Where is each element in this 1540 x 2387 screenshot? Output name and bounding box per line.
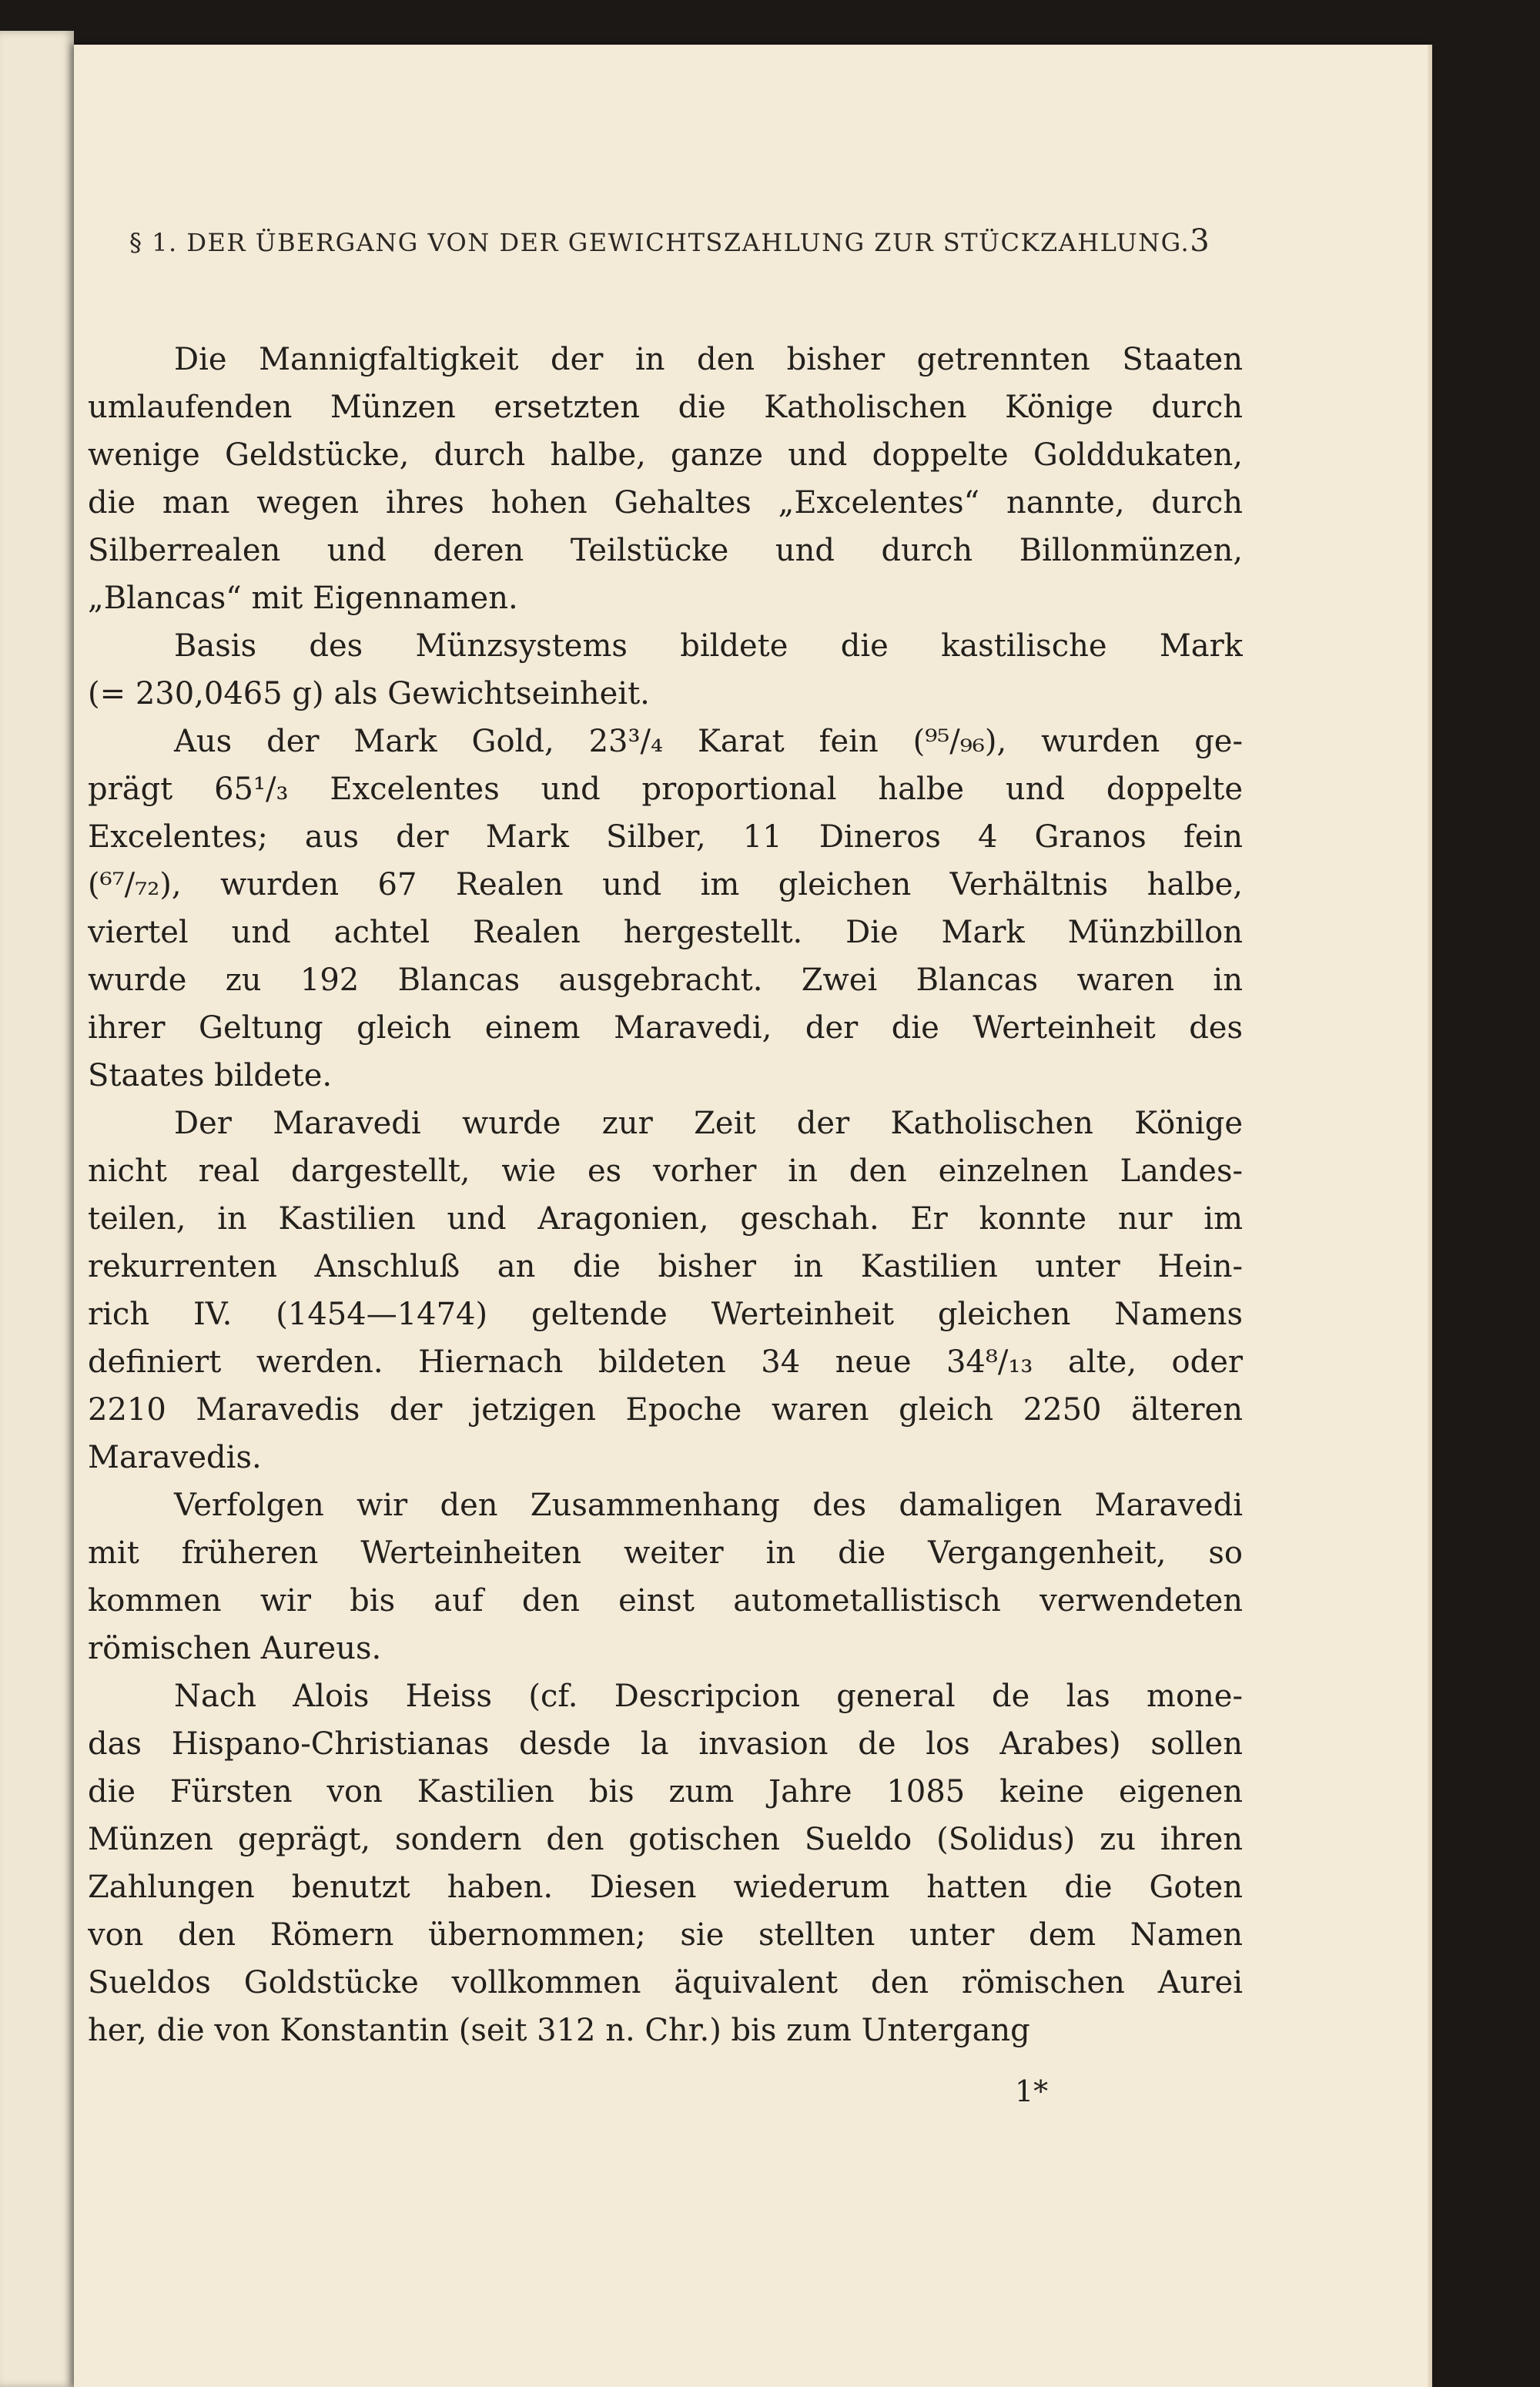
paragraph xyxy=(88,336,1243,622)
text-line: wenige Geldstücke, durch halbe, ganze und doppelte Golddukaten, xyxy=(88,437,1243,473)
text-line: rich IV. (1454—1474) geltende Werteinheit gleichen Namens xyxy=(88,1297,1243,1332)
text-line: mit früheren Werteinheiten weiter in die Vergangenheit, so xyxy=(88,1535,1243,1571)
text-line: Sueldos Goldstücke vollkommen äquivalent den römischen Aurei xyxy=(88,1965,1243,2000)
text-line: Die Mannigfaltigkeit der in den bisher getrennten Staaten xyxy=(174,342,1243,377)
paragraph xyxy=(88,1481,1243,1672)
text-line: Basis des Münzsystems bildete die kastilische Mark xyxy=(174,628,1243,664)
text-line: (⁶⁷/₇₂), wurden 67 Realen und im gleichen Verhältnis halbe, xyxy=(88,867,1243,902)
text-line: das Hispano-Christianas desde la invasion de los Arabes) sollen xyxy=(88,1726,1243,1762)
running-title: § 1. DER ÜBERGANG VON DER GEWICHTSZAHLUNG ZUR STÜCKZAHLUNG. xyxy=(129,228,1190,257)
text-line: ihrer Geltung gleich einem Maravedi, der die Werteinheit des xyxy=(88,1010,1243,1046)
text-line: (= 230,0465 g) als Gewichtseinheit. xyxy=(88,676,650,711)
text-line: Staates bildete. xyxy=(88,1058,333,1093)
text-line: die Fürsten von Kastilien bis zum Jahre 1085 keine eigenen xyxy=(88,1774,1243,1810)
text-line: umlaufenden Münzen ersetzten die Katholischen Könige durch xyxy=(88,390,1243,425)
text-line: Maravedis. xyxy=(88,1440,262,1475)
text-line: Nach Alois Heiss (cf. Descripcion general de las mone- xyxy=(174,1679,1243,1714)
text-line: Aus der Mark Gold, 23³/₄ Karat fein (⁹⁵/₉₆), wurden ge- xyxy=(174,724,1243,759)
text-line: kommen wir bis auf den einst autometallistisch verwendeten xyxy=(88,1583,1243,1619)
paragraph xyxy=(88,718,1243,1100)
body-text xyxy=(88,336,1243,2054)
paragraph xyxy=(88,622,1243,718)
text-line: Münzen geprägt, sondern den gotischen Sueldo (Solidus) zu ihren xyxy=(88,1822,1243,1857)
paragraph xyxy=(88,1672,1243,2054)
text-line: teilen, in Kastilien und Aragonien, geschah. Er konnte nur im xyxy=(88,1201,1243,1237)
text-line: definiert werden. Hiernach bildeten 34 neue 34⁸/₁₃ alte, oder xyxy=(88,1344,1243,1380)
text-line: Verfolgen wir den Zusammenhang des damaligen Maravedi xyxy=(174,1488,1243,1523)
text-line: Silberrealen und deren Teilstücke und durch Billonmünzen, xyxy=(88,533,1243,568)
text-line: nicht real dargestellt, wie es vorher in den einzelnen Landes- xyxy=(88,1153,1243,1189)
text-line: die man wegen ihres hohen Gehaltes „Excelentes“ nannte, durch xyxy=(88,485,1243,521)
text-line: „Blancas“ mit Eigennamen. xyxy=(88,581,518,616)
left-page-edge xyxy=(0,31,74,2387)
text-line: Excelentes; aus der Mark Silber, 11 Dineros 4 Granos fein xyxy=(88,819,1243,855)
text-line: prägt 65¹/₃ Excelentes und proportional halbe und doppelte xyxy=(88,772,1243,807)
signature-mark: 1* xyxy=(1015,2074,1049,2108)
page-right-edge xyxy=(1428,45,1432,2387)
text-line: wurde zu 192 Blancas ausgebracht. Zwei Blancas waren in xyxy=(88,962,1243,998)
page-number: 3 xyxy=(1190,223,1210,259)
text-line: viertel und achtel Realen hergestellt. Die Mark Münzbillon xyxy=(88,915,1243,950)
running-head xyxy=(129,223,1210,259)
text-line: römischen Aureus. xyxy=(88,1631,382,1666)
text-line: her, die von Konstantin (seit 312 n. Chr.) bis zum Untergang xyxy=(88,2013,1030,2048)
text-line: rekurrenten Anschluß an die bisher in Kastilien unter Hein- xyxy=(88,1249,1243,1284)
text-line: 2210 Maravedis der jetzigen Epoche waren gleich 2250 älteren xyxy=(88,1392,1243,1428)
paragraph xyxy=(88,1100,1243,1481)
text-line: Der Maravedi wurde zur Zeit der Katholischen Könige xyxy=(174,1106,1243,1141)
text-line: Zahlungen benutzt haben. Diesen wiederum hatten die Goten xyxy=(88,1870,1243,1905)
text-line: von den Römern übernommen; sie stellten unter dem Namen xyxy=(88,1917,1243,1953)
